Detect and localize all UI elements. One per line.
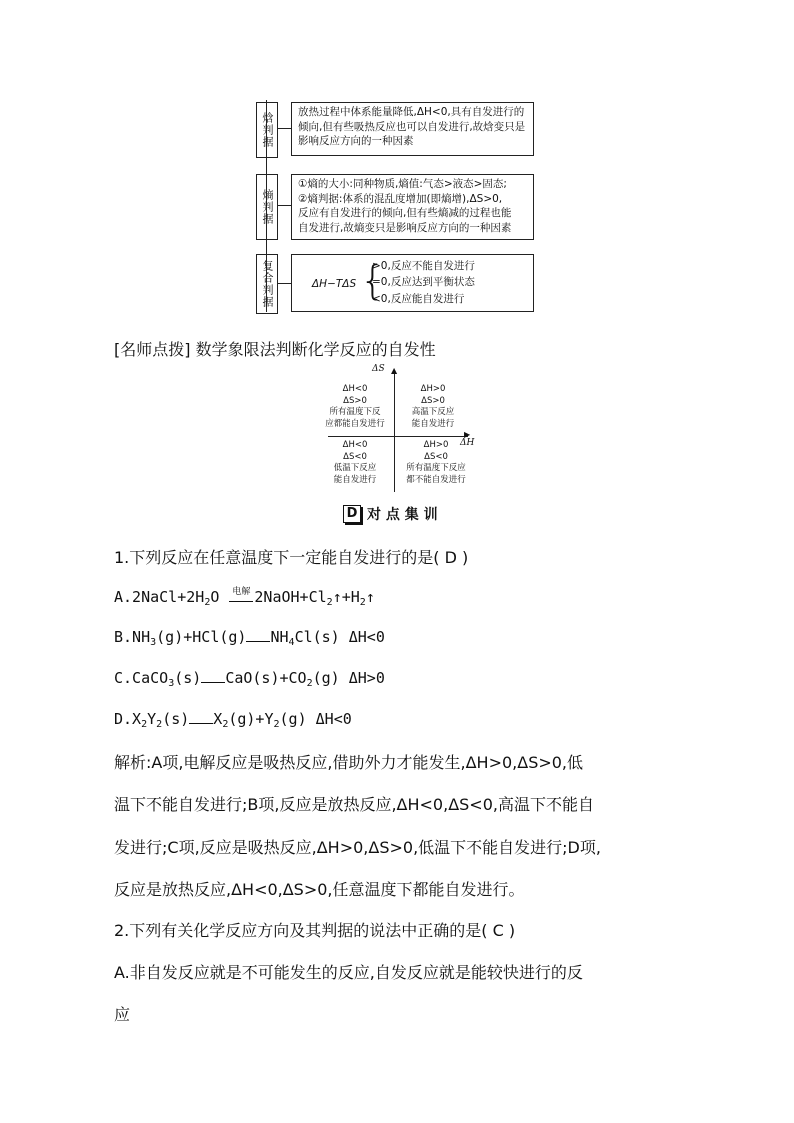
y-axis — [394, 372, 395, 492]
section-header — [343, 504, 438, 524]
brace: { — [360, 258, 386, 304]
option-1d: $D.X_2Y_2(s)$ $X_2(g)+Y_2(g)$ ΔH<0 — [114, 710, 352, 730]
entropy-label: 熵判据 — [256, 174, 278, 240]
section-badge: D — [343, 505, 361, 523]
composite-opt: >0,反应不能自发进行 — [372, 260, 475, 272]
analysis-line: 温下不能自发进行;B项,反应是放热反应,ΔH<0,ΔS<0,高温下不能自 — [114, 795, 594, 814]
question-2-stem: 2.下列有关化学反应方向及其判据的说法中正确的是( C ) — [114, 921, 516, 940]
quadrant-figure — [320, 364, 480, 494]
quadrant-1: ΔH>0 ΔS>0 高温下反应 能自发进行 — [411, 384, 455, 429]
entropy-line: ②熵判据:体系的混乱度增加(即熵增),ΔS>0, — [298, 192, 503, 205]
entropy-line: ①熵的大小:同种物质,熵值:气态>液态>固态; — [298, 178, 507, 190]
y-axis-arrow: ▲ — [391, 366, 398, 375]
entropy-box — [291, 174, 534, 240]
enthalpy-box — [291, 102, 534, 156]
y-axis-label: ΔS — [372, 364, 385, 374]
option-1b: $B.NH_3(g)+HCl(g)$ $NH_4Cl(s)$ ΔH<0 — [114, 628, 385, 648]
analysis-line: 解析:A项,电解反应是吸热反应,借助外力才能发生,ΔH>0,ΔS>0,低 — [114, 753, 584, 772]
composite-opt: =0,反应达到平衡状态 — [372, 276, 475, 288]
x-axis-arrow: ▶ — [464, 430, 471, 439]
enthalpy-label: 焓判据 — [256, 102, 278, 158]
quadrant-4: ΔH>0 ΔS<0 所有温度下反应 都不能自发进行 — [406, 440, 466, 485]
entropy-line: 反应有自发进行的倾向,但有些熵减的过程也能 — [298, 207, 512, 219]
connector — [277, 205, 291, 206]
option-2a: A.非自发反应就是不可能发生的反应,自发反应就是能较快进行的反 — [114, 963, 583, 982]
enthalpy-text: 放热过程中体系能量降低,ΔH<0,具有自发进行的倾向,但有些吸热反应也可以自发进行,故焓变只是影响反应方向的一种因素 — [298, 106, 526, 147]
question-1-stem: 1.下列反应在任意温度下一定能自发进行的是( D ) — [114, 548, 469, 567]
quadrant-2: ΔH<0 ΔS>0 所有温度下反 应都能自发进行 — [325, 384, 385, 429]
composite-box — [291, 254, 534, 312]
option-1a: $A.2NaCl+2H_2O$ 电解 $2NaOH+Cl_2↑+H_2↑$ — [114, 587, 375, 608]
section-title: 对 点 集 训 — [367, 507, 438, 523]
option-2a-cont: 应 — [114, 1005, 131, 1024]
entropy-line: 自发进行,故熵变只是影响反应方向的一种因素 — [298, 221, 512, 234]
option-1c: C.CaCO$_3$(s) $CaO(s)+CO_2(g)$ ΔH>0 — [114, 669, 385, 689]
tip-title: [名师点拨] 数学象限法判断化学反应的自发性 — [114, 340, 436, 359]
composite-opt: <0,反应能自发进行 — [372, 293, 465, 305]
analysis-line: 反应是放热反应,ΔH<0,ΔS>0,任意温度下都能自发进行。 — [114, 880, 525, 899]
quadrant-3: ΔH<0 ΔS<0 低温下反应 能自发进行 — [333, 440, 377, 485]
analysis-line: 发进行;C项,反应是吸热反应,ΔH>0,ΔS>0,低温下不能自发进行;D项, — [114, 838, 601, 857]
composite-expr: ΔH−TΔS — [312, 278, 357, 290]
connector — [277, 283, 291, 284]
x-axis-label: ΔH — [460, 438, 475, 448]
composite-label: 复合判据 — [256, 254, 278, 314]
connector — [277, 128, 291, 129]
x-axis — [328, 436, 468, 437]
